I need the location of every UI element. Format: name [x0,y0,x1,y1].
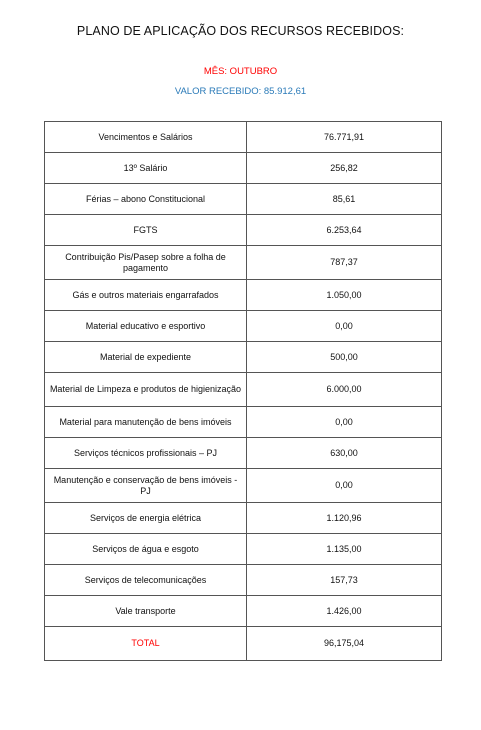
table-row [45,373,442,407]
table-row [45,122,442,153]
value-cell: 1.135,00 [247,534,442,565]
item-cell: Manutenção e conservação de bens imóveis - PJ [45,469,247,503]
item-cell: FGTS [45,215,247,246]
table-row [45,407,442,438]
item-cell: Material de Limpeza e produtos de higienização [45,373,247,407]
table-row [45,246,442,280]
value-cell: 500,00 [247,342,442,373]
item-cell: Serviços de energia elétrica [45,503,247,534]
table-row [45,153,442,184]
item-cell: Férias – abono Constitucional [45,184,247,215]
total-label: TOTAL [45,627,247,661]
item-cell: Serviços técnicos profissionais – PJ [45,438,247,469]
item-cell: Serviços de água e esgoto [45,534,247,565]
item-cell: Vencimentos e Salários [45,122,247,153]
value-cell: 76.771,91 [247,122,442,153]
table-row [45,503,442,534]
value-received-label: VALOR RECEBIDO: 85.912,61 [174,86,307,97]
item-cell: Gás e outros materiais engarrafados [45,280,247,311]
value-cell: 1.120,96 [247,503,442,534]
item-cell: Vale transporte [45,596,247,627]
item-cell: Material de expediente [45,342,247,373]
expense-table [44,121,442,661]
item-cell: Material para manutenção de bens imóveis [45,407,247,438]
value-cell: 6.253,64 [247,215,442,246]
table-row [45,280,442,311]
total-value: 96,175,04 [247,627,442,661]
value-cell: 787,37 [247,246,442,280]
value-cell: 85,61 [247,184,442,215]
item-cell: 13º Salário [45,153,247,184]
table-row [45,311,442,342]
item-cell: Contribuição Pis/Pasep sobre a folha de pagamento [45,246,247,280]
total-row [45,627,442,661]
value-cell: 0,00 [247,407,442,438]
page-title: PLANO DE APLICAÇÃO DOS RECURSOS RECEBIDOS: [76,24,405,38]
value-cell: 630,00 [247,438,442,469]
item-cell: Serviços de telecomunicações [45,565,247,596]
table-row [45,596,442,627]
value-cell: 1.426,00 [247,596,442,627]
item-cell: Material educativo e esportivo [45,311,247,342]
value-cell: 0,00 [247,311,442,342]
table-row [45,215,442,246]
table-row [45,565,442,596]
table-row [45,184,442,215]
value-cell: 1.050,00 [247,280,442,311]
value-cell: 256,82 [247,153,442,184]
month-label: MÊS: OUTUBRO [203,66,278,77]
table-row [45,534,442,565]
value-cell: 6.000,00 [247,373,442,407]
value-cell: 157,73 [247,565,442,596]
table-row [45,469,442,503]
table-row [45,342,442,373]
table-row [45,438,442,469]
value-cell: 0,00 [247,469,442,503]
